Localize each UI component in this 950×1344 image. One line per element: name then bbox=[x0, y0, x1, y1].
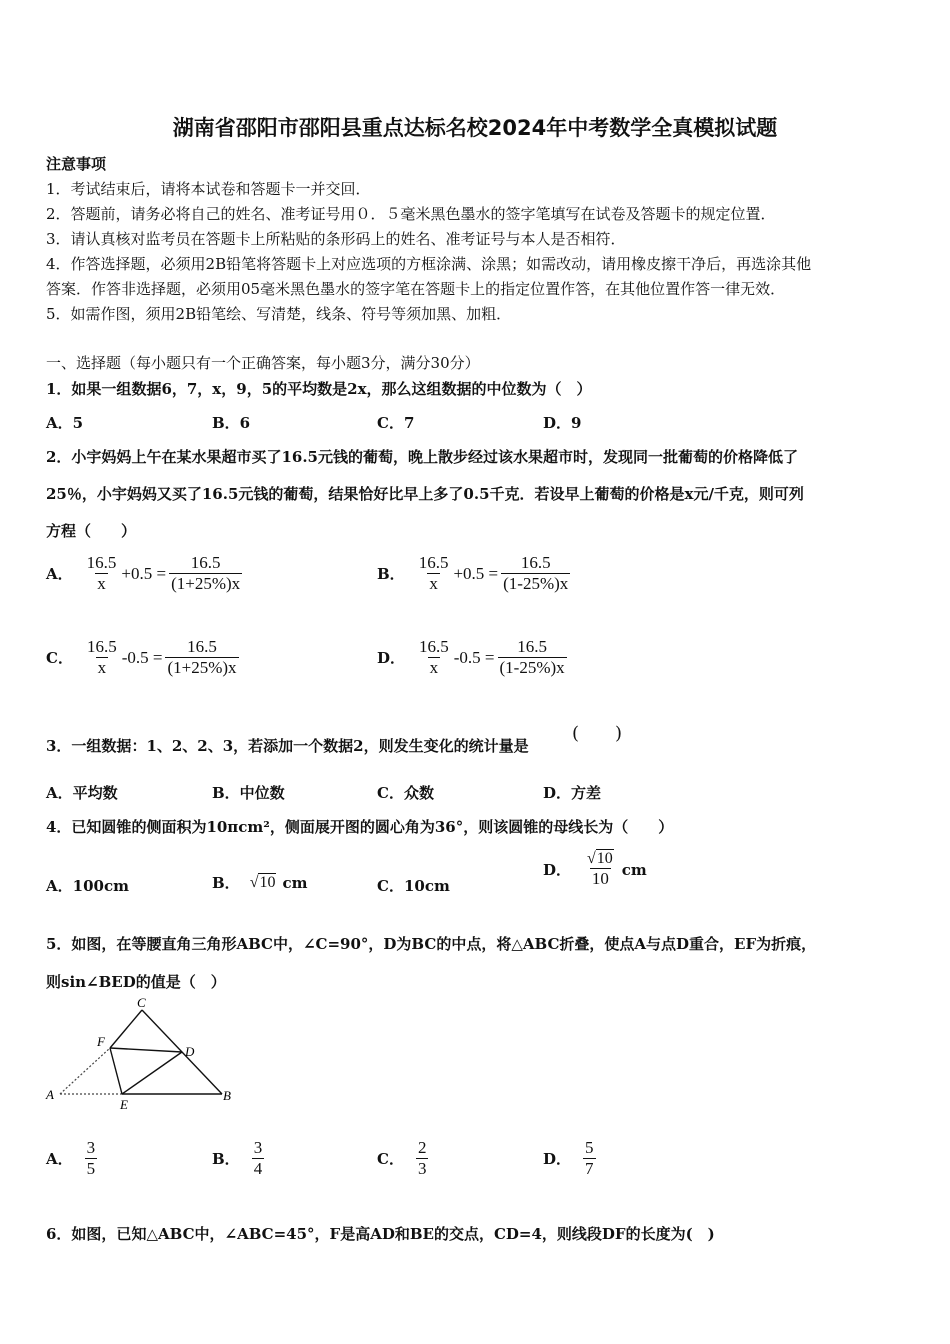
point-label-f: F bbox=[97, 1034, 105, 1049]
numerator: 3 bbox=[86, 1138, 96, 1157]
question-3-stem: 3．一组数据：1、2、2、3，若添加一个数据2，则发生变化的统计量是 bbox=[46, 737, 529, 755]
numerator: 5 bbox=[585, 1138, 594, 1157]
q2-option-c bbox=[46, 637, 239, 678]
numerator: 16.5 bbox=[86, 637, 117, 656]
q3-option-c: C．众数 bbox=[377, 784, 434, 802]
q1-option-d: D．9 bbox=[543, 414, 582, 432]
point-label-e: E bbox=[120, 1097, 128, 1112]
sqrt-expression: √10 bbox=[249, 873, 276, 891]
notice-heading: 注意事项 bbox=[46, 155, 107, 173]
q1-option-a: A．5 bbox=[46, 414, 84, 432]
question-2-line2: 25％，小宇妈妈又买了16.5元钱的葡萄，结果恰好比早上多了0.5千克．若设早上葡萄的价格是x元/千克，则可列 bbox=[46, 485, 804, 503]
q5-option-b-label: B． bbox=[212, 1150, 240, 1168]
q3-option-b: B．中位数 bbox=[212, 784, 285, 802]
operator: -0.5 = bbox=[121, 647, 163, 667]
segment-ed bbox=[122, 1052, 182, 1094]
section-heading: 一、选择题（每小题只有一个正确答案，每小题3分，满分30分） bbox=[46, 354, 480, 372]
unit: cm bbox=[621, 860, 647, 879]
q4-option-b-label: B． bbox=[212, 874, 240, 892]
point-label-d: D bbox=[185, 1044, 195, 1059]
q5-option-d-label: D． bbox=[543, 1150, 572, 1168]
denominator: x bbox=[97, 658, 107, 677]
q2-option-d-label: D． bbox=[377, 649, 406, 667]
numerator: 16.5 bbox=[418, 553, 449, 572]
radicand: 10 bbox=[596, 850, 613, 867]
q2-option-b-label: B． bbox=[377, 565, 405, 583]
question-2-line3: 方程（ ） bbox=[46, 522, 137, 540]
q4-option-d: D． $\frac{√10}{10}$ cm bbox=[543, 850, 647, 888]
q4-option-b bbox=[212, 872, 307, 893]
q4-option-d-label: D． bbox=[543, 861, 572, 879]
q3-option-d: D．方差 bbox=[543, 784, 602, 802]
q2-option-d bbox=[377, 637, 567, 678]
q2-option-b bbox=[377, 553, 570, 594]
notice-item: 2．答题前，请务必将自己的姓名、准考证号用０．５毫米黑色墨水的签字笔填写在试卷及答题卡的规定位置． bbox=[46, 205, 776, 223]
q5-option-d bbox=[543, 1138, 596, 1179]
question-1-stem: 1．如果一组数据6，7，x，9，5的平均数是2x，那么这组数据的中位数为（ ） bbox=[46, 380, 592, 398]
question-3-paren: ( ) bbox=[572, 723, 623, 744]
notice-item: 5．如需作图，须用2B铅笔绘、写清楚，线条、符号等须加黑、加粗． bbox=[46, 305, 512, 323]
operator: -0.5 = bbox=[453, 647, 495, 667]
point-label-b: B bbox=[223, 1088, 231, 1103]
q5-option-c bbox=[377, 1138, 428, 1179]
denominator: 3 bbox=[417, 1159, 427, 1178]
radicand: 10 bbox=[259, 873, 276, 891]
question-4-stem: 4．已知圆锥的侧面积为10πcm²，侧面展开图的圆心角为36°，则该圆锥的母线长为（ ） bbox=[46, 818, 674, 836]
q2-option-a bbox=[46, 553, 242, 594]
notice-item: 1．考试结束后，请将本试卷和答题卡一并交回． bbox=[46, 180, 371, 198]
denominator: (1-25%)x bbox=[499, 658, 565, 677]
q5-option-b bbox=[212, 1138, 264, 1179]
q5-option-a bbox=[46, 1138, 97, 1179]
denominator: x bbox=[429, 574, 438, 593]
segment-fc bbox=[110, 1010, 142, 1048]
q4-option-c: C．10cm bbox=[377, 877, 450, 895]
question-5-line2: 则sin∠BED的值是（ ） bbox=[46, 973, 226, 991]
numerator: 16.5 bbox=[187, 637, 217, 656]
numerator: 2 bbox=[417, 1138, 427, 1157]
question-2-line1: 2．小宇妈妈上午在某水果超市买了16.5元钱的葡萄，晚上散步经过该水果超市时，发现同一批葡萄的价格降低了 bbox=[46, 448, 798, 466]
denominator: x bbox=[97, 574, 106, 593]
q1-option-c: C．7 bbox=[377, 414, 415, 432]
q5-option-c-label: C． bbox=[377, 1150, 404, 1168]
notice-item: 3．请认真核对监考员在答题卡上所粘贴的条形码上的姓名、准考证号与本人是否相符． bbox=[46, 230, 626, 248]
q3-option-a: A．平均数 bbox=[46, 784, 118, 802]
q2-option-c-label: C． bbox=[46, 649, 73, 667]
numerator: 16.5 bbox=[419, 637, 449, 656]
fold-line-af bbox=[60, 1048, 110, 1094]
page-title: 湖南省邵阳市邵阳县重点达标名校2024年中考数学全真模拟试题 bbox=[172, 116, 778, 140]
q5-option-a-label: A． bbox=[46, 1150, 73, 1168]
q4-option-a: A．100cm bbox=[46, 877, 129, 895]
notice-item: 答案．作答非选择题，必须用05毫米黑色墨水的签字笔在答题卡上的指定位置作答，在其他位置作答一律无效． bbox=[46, 280, 786, 298]
denominator: 7 bbox=[585, 1159, 594, 1178]
point-label-a: A bbox=[46, 1087, 54, 1102]
point-label-c: C bbox=[137, 995, 146, 1010]
operator: +0.5 = bbox=[453, 563, 499, 583]
q1-option-b: B．6 bbox=[212, 414, 251, 432]
triangle-figure bbox=[40, 995, 240, 1115]
notice-item: 4．作答选择题，必须用2B铅笔将答题卡上对应选项的方框涂满、涂黑；如需改动，请用橡皮擦干净后，再选涂其他 bbox=[46, 255, 812, 273]
q2-option-a-label: A． bbox=[46, 565, 73, 583]
denominator: 10 bbox=[591, 869, 609, 888]
unit: cm bbox=[282, 873, 308, 892]
denominator: (1+25%)x bbox=[167, 658, 237, 677]
question-5-line1: 5．如图，在等腰直角三角形ABC中，∠C=90°，D为BC的中点，将△ABC折叠，使点A与点D重合，EF为折痕， bbox=[46, 935, 817, 953]
segment-fd bbox=[110, 1048, 182, 1052]
operator: +0.5 = bbox=[121, 563, 167, 583]
numerator: 16.5 bbox=[520, 553, 551, 572]
denominator: (1+25%)x bbox=[171, 574, 241, 593]
numerator: 16.5 bbox=[86, 553, 117, 572]
question-6-stem: 6．如图，已知△ABC中，∠ABC=45°，F是高AD和BE的交点，CD=4，则线段DF的长度为( ) bbox=[46, 1225, 715, 1243]
denominator: 5 bbox=[86, 1159, 96, 1178]
denominator: x bbox=[429, 658, 439, 677]
segment-fe bbox=[110, 1048, 122, 1094]
numerator: 16.5 bbox=[190, 553, 221, 572]
numerator: 3 bbox=[253, 1138, 263, 1157]
numerator: 16.5 bbox=[517, 637, 547, 656]
denominator: 4 bbox=[253, 1159, 263, 1178]
denominator: (1-25%)x bbox=[503, 574, 569, 593]
